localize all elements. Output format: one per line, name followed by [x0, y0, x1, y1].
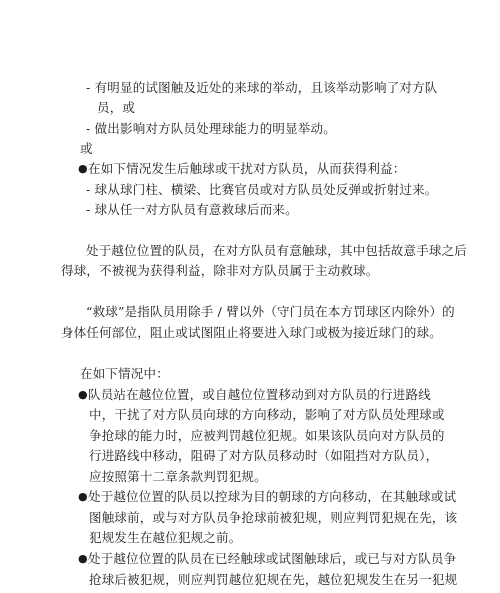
text-line: 抢球后被犯规，则应判罚越位犯规在先，越位犯规发生在另一犯规 — [89, 572, 458, 587]
text-line: 应按照第十二章条款判罚犯规。 — [89, 469, 267, 484]
text-line: 中，干扰了对方队员向球的方向移动，影响了对方队员处理球或 — [89, 407, 445, 422]
text-line: - 有明显的试图触及近处的来球的举动，且该举动影响了对方队 — [86, 80, 438, 95]
bullet-icon: ● — [78, 388, 88, 401]
text-line: - 做出影响对方队员处理球能力的明显举动。 — [86, 121, 336, 136]
text-line: 犯规发生在越位犯规之前。 — [89, 530, 242, 545]
bullet-icon: ● — [78, 552, 88, 565]
text-line: 争抢球的能力时，应被判罚越位犯规。如果该队员向对方队员的 — [89, 428, 445, 443]
text-line: 处于越位位置的队员在已经触球或试图触球后，或已与对方队员争 — [88, 551, 457, 566]
text-line: 行进路线中移动，阻碍了对方队员移动时（如阻挡对方队员）， — [89, 448, 439, 463]
text-line: 得球，不被视为获得利益，除非对方队员属于主动救球。 — [61, 263, 379, 278]
text-line: 身体任何部位，阻止或试图阻止将要进入球门或极为接近球门的球。 — [61, 325, 443, 340]
text-line: 员，或 — [97, 100, 136, 115]
text-line: 在如下情况中： — [80, 366, 169, 381]
bullet-icon: ● — [78, 162, 88, 175]
text-line: 处于越位位置的队员以控球为目的朝球的方向移动，在其触球或试 — [88, 489, 457, 504]
text-line: 在如下情况发生后触球或干扰对方队员，从而获得利益： — [88, 161, 406, 176]
text-line: 图触球前，或与对方队员争抢球前被犯规，则应判罚犯规在先，该 — [89, 510, 458, 525]
text-line: 处于越位位置的队员，在对方队员有意触球，其中包括故意手球之后 — [86, 243, 468, 258]
text-line: “救球”是指队员用除手 / 臂以外（守门员在本方罚球区内除外）的 — [86, 304, 455, 319]
text-line: 队员站在越位位置，或自越位位置移动到对方队员的行进路线 — [88, 387, 431, 402]
text-line: 或 — [80, 141, 93, 156]
text-line: - 球从球门柱、横梁、比赛官员或对方队员处反弹或折射过来。 — [86, 182, 438, 197]
bullet-icon: ● — [78, 490, 88, 503]
text-line: - 球从任一对方队员有意救球后而来。 — [86, 202, 298, 217]
